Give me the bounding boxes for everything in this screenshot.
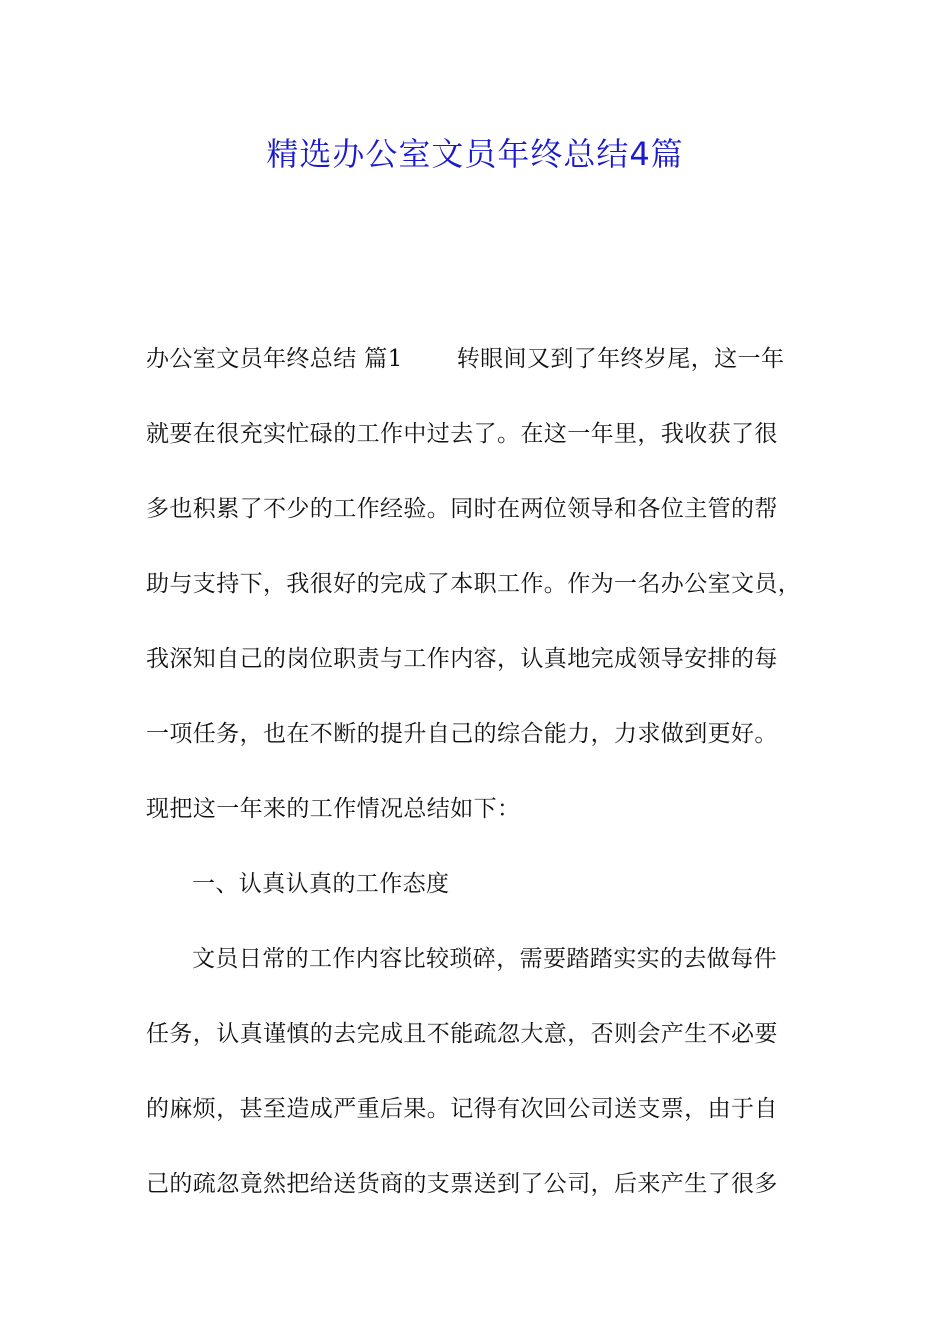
body-line-12: 己的疏忽竟然把给送货商的支票送到了公司，后来产生了很多 <box>146 1171 778 1197</box>
body-line-10: 任务，认真谨慎的去完成且不能疏忽大意，否则会产生不必要 <box>146 1021 778 1047</box>
body-line-9: 文员日常的工作内容比较琐碎，需要踏踏实实的去做每件 <box>192 946 777 972</box>
body-line-5: 我深知自己的岗位职责与工作内容，认真地完成领导安排的每 <box>146 646 778 672</box>
body-line-2: 就要在很充实忙碌的工作中过去了。在这一年里，我收获了很 <box>146 421 778 447</box>
body-line-1 <box>146 343 784 375</box>
subheading-line: 一、认真认真的工作态度 <box>192 871 450 897</box>
body-line-6: 一项任务，也在不断的提升自己的综合能力，力求做到更好。 <box>146 721 778 747</box>
body-line-3: 多也积累了不少的工作经验。同时在两位领导和各位主管的帮 <box>146 496 778 522</box>
body-line-11: 的麻烦，甚至造成严重后果。记得有次回公司送支票，由于自 <box>146 1096 778 1122</box>
paragraph-text: 转眼间又到了年终岁尾，这一年 <box>456 346 785 372</box>
body-line-4: 助与支持下，我很好的完成了本职工作。作为一名办公室文员， <box>146 571 802 597</box>
section-heading: 办公室文员年终总结 篇1 <box>146 346 403 372</box>
document-title: 精选办公室文员年终总结4篇 <box>266 135 684 173</box>
body-line-7: 现把这一年来的工作情况总结如下： <box>146 796 521 822</box>
